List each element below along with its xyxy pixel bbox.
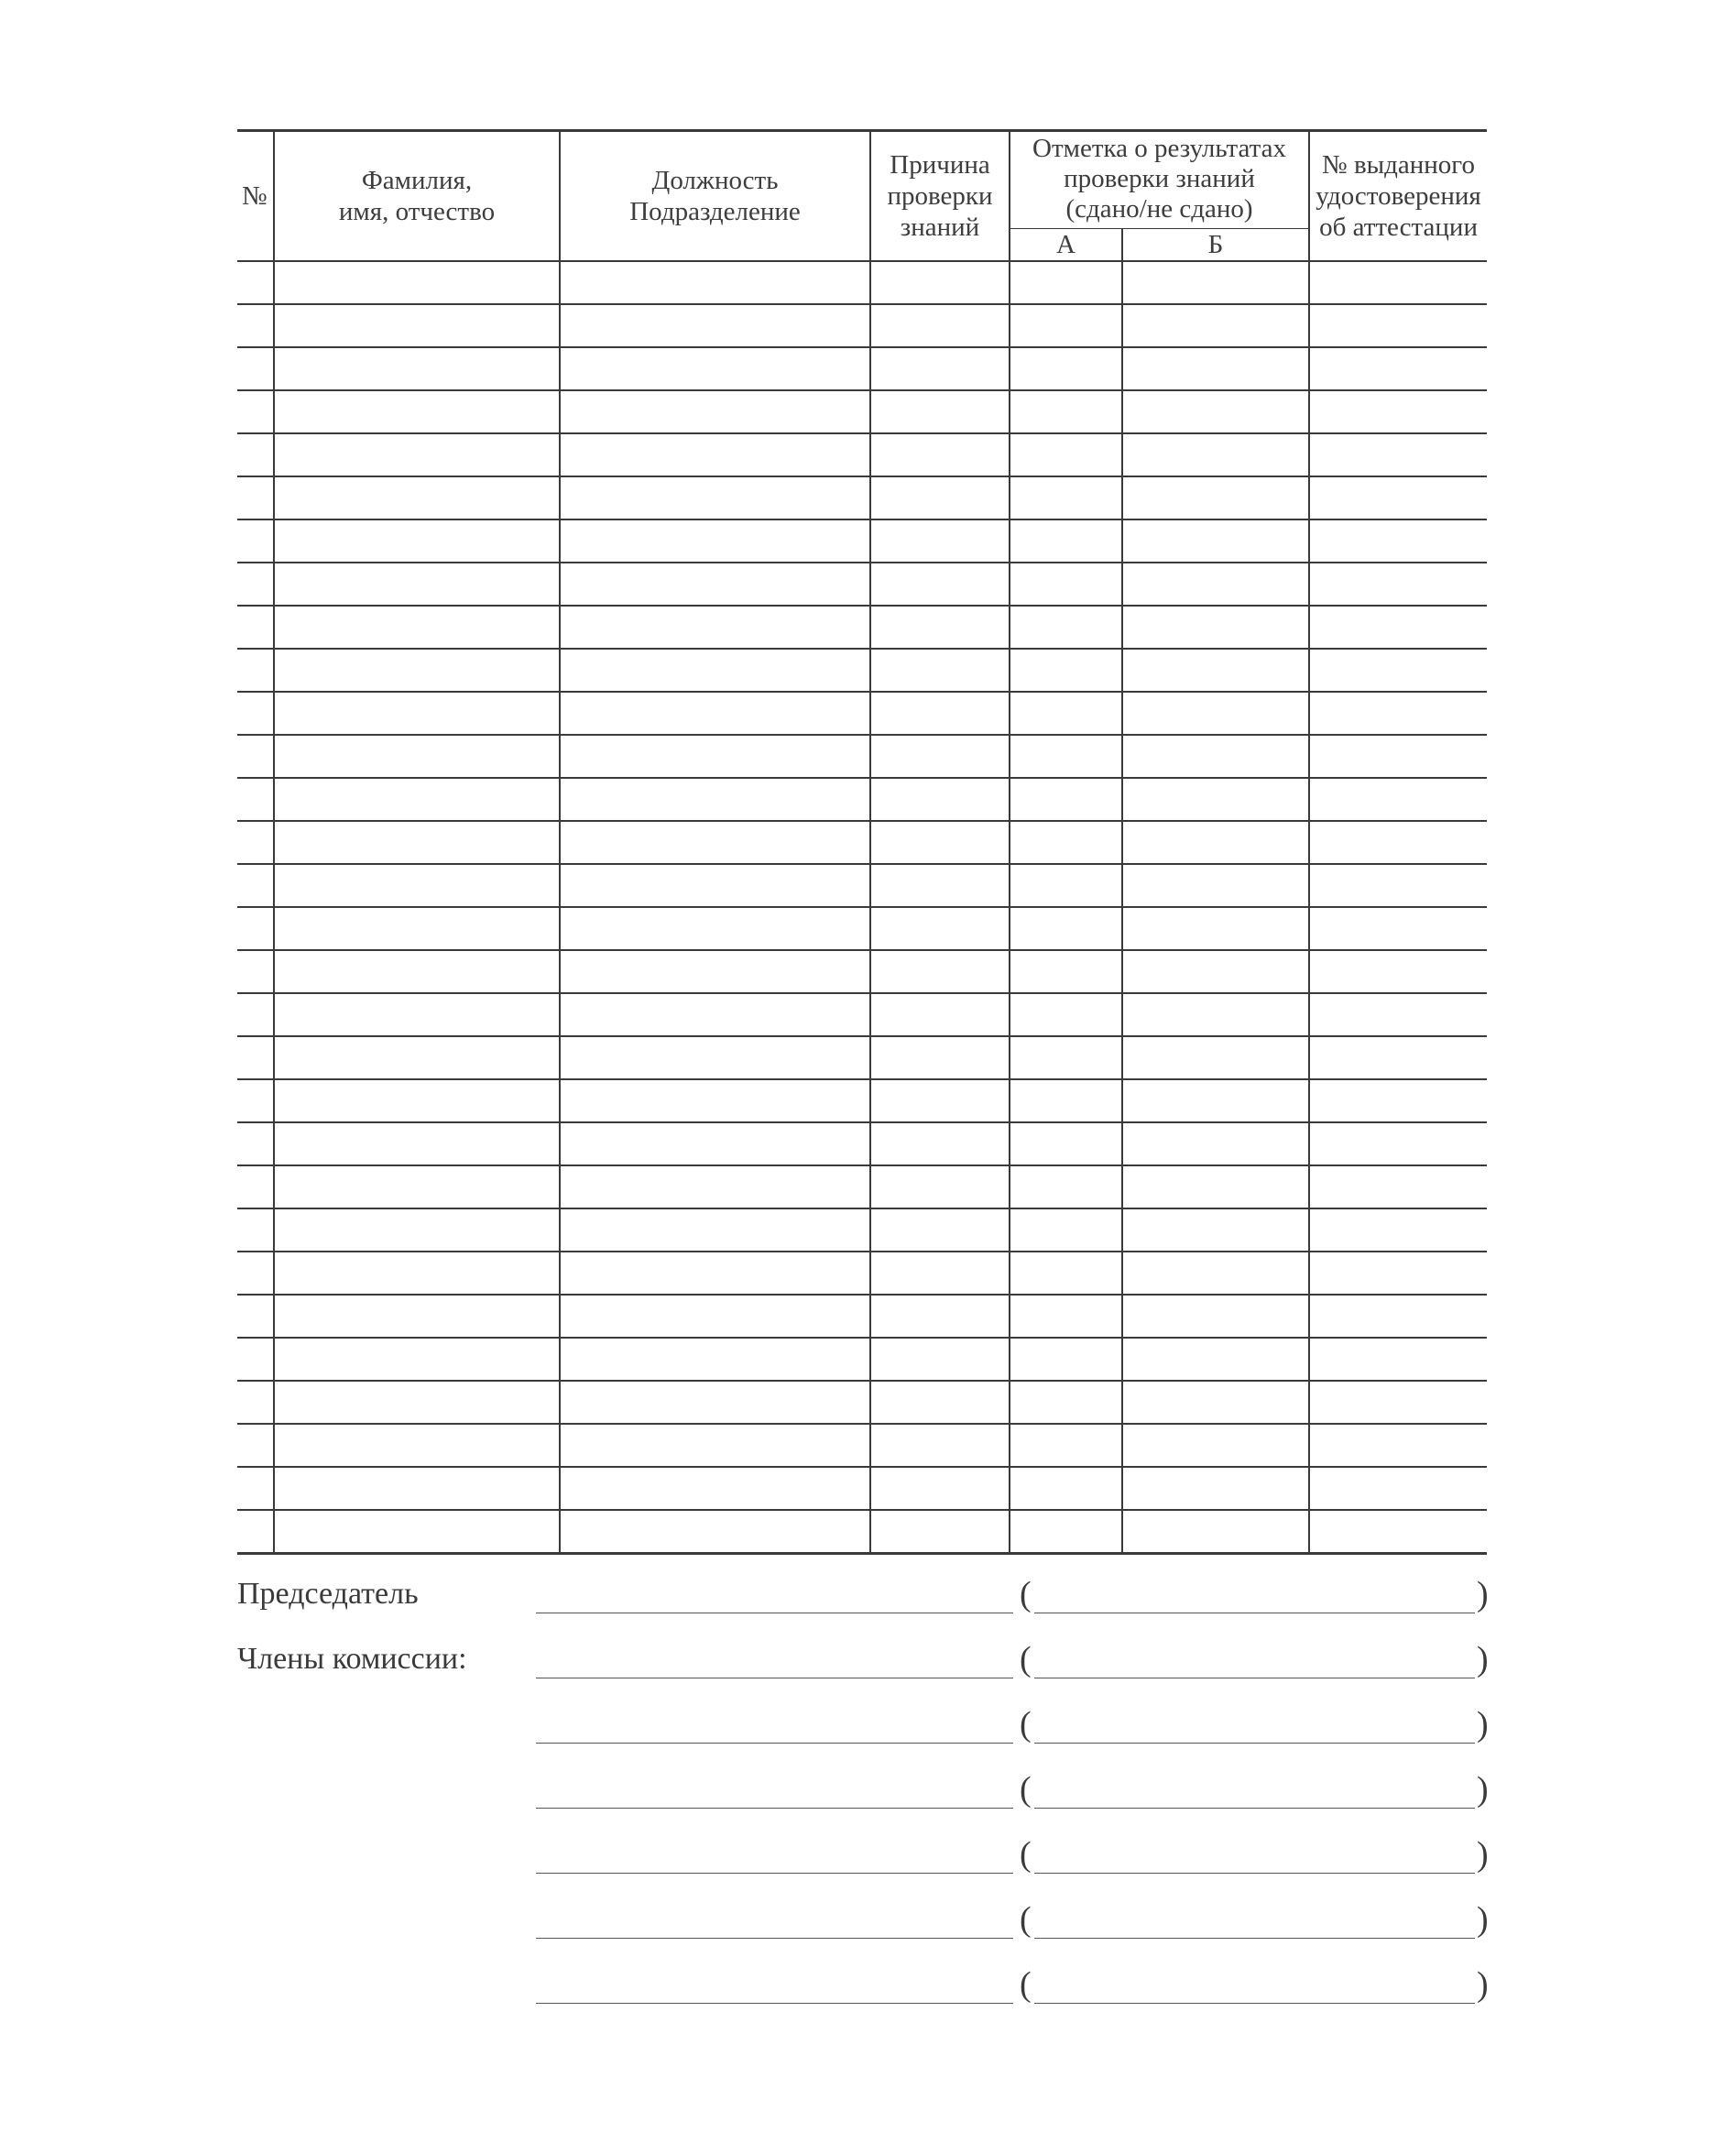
cell-result-a[interactable] <box>1010 1036 1122 1079</box>
name-line[interactable] <box>1034 1743 1475 1744</box>
cell-position[interactable] <box>560 1208 870 1252</box>
cell-reason[interactable] <box>870 1295 1010 1338</box>
table-row <box>237 821 1487 864</box>
cell-full-name[interactable] <box>274 1295 560 1338</box>
cell-result-a[interactable] <box>1010 1381 1122 1424</box>
cell-result-a[interactable] <box>1010 993 1122 1036</box>
table-row <box>237 735 1487 778</box>
cell-certificate[interactable] <box>1309 1467 1487 1510</box>
cell-position[interactable] <box>560 1381 870 1424</box>
table-row <box>237 649 1487 692</box>
table-row <box>237 1381 1487 1424</box>
cell-number[interactable] <box>237 390 274 433</box>
cell-number[interactable] <box>237 1424 274 1467</box>
table-row <box>237 1079 1487 1122</box>
cell-result-a[interactable] <box>1010 1424 1122 1467</box>
cell-result-a[interactable] <box>1010 649 1122 692</box>
cell-reason[interactable] <box>870 692 1010 735</box>
cell-result-a[interactable] <box>1010 821 1122 864</box>
cell-result-b[interactable] <box>1122 1424 1309 1467</box>
header-certificate-number: № выданного удостоверения об аттестации <box>1309 131 1487 262</box>
cell-position[interactable] <box>560 563 870 606</box>
table-row <box>237 1510 1487 1554</box>
cell-certificate[interactable] <box>1309 864 1487 907</box>
cell-position[interactable] <box>560 692 870 735</box>
cell-number[interactable] <box>237 304 274 347</box>
signature-line[interactable] <box>536 2003 1013 2004</box>
table-row <box>237 1252 1487 1295</box>
table-header <box>237 131 1487 262</box>
table-row <box>237 993 1487 1036</box>
signature-line[interactable] <box>536 1808 1013 1809</box>
table-row <box>237 1424 1487 1467</box>
cell-certificate[interactable] <box>1309 907 1487 950</box>
cell-certificate[interactable] <box>1309 1338 1487 1381</box>
cell-full-name[interactable] <box>274 476 560 519</box>
cell-reason[interactable] <box>870 606 1010 649</box>
cell-result-a[interactable] <box>1010 1467 1122 1510</box>
cell-result-a[interactable] <box>1010 1079 1122 1122</box>
cell-position[interactable] <box>560 821 870 864</box>
cell-number[interactable] <box>237 476 274 519</box>
cell-result-b[interactable] <box>1122 1467 1309 1510</box>
header-check-reason: Причина проверки знаний <box>870 131 1010 262</box>
cell-result-b[interactable] <box>1122 1122 1309 1165</box>
members-label: Члены комиссии: <box>237 1642 467 1676</box>
cell-position[interactable] <box>560 1295 870 1338</box>
cell-position[interactable] <box>560 1165 870 1208</box>
cell-result-b[interactable] <box>1122 606 1309 649</box>
table-row <box>237 778 1487 821</box>
cell-full-name[interactable] <box>274 1079 560 1122</box>
cell-number[interactable] <box>237 519 274 563</box>
attestation-table <box>237 129 1487 1555</box>
cell-position[interactable] <box>560 907 870 950</box>
header-sub-a: А <box>1010 229 1122 262</box>
cell-position[interactable] <box>560 1079 870 1122</box>
cell-result-b[interactable] <box>1122 1510 1309 1554</box>
name-line[interactable] <box>1034 1938 1475 1939</box>
cell-reason[interactable] <box>870 1165 1010 1208</box>
cell-position[interactable] <box>560 1252 870 1295</box>
cell-certificate[interactable] <box>1309 304 1487 347</box>
cell-full-name[interactable] <box>274 261 560 304</box>
cell-certificate[interactable] <box>1309 563 1487 606</box>
cell-result-b[interactable] <box>1122 390 1309 433</box>
cell-position[interactable] <box>560 950 870 993</box>
cell-number[interactable] <box>237 1208 274 1252</box>
cell-number[interactable] <box>237 821 274 864</box>
cell-result-a[interactable] <box>1010 606 1122 649</box>
cell-certificate[interactable] <box>1309 476 1487 519</box>
open-paren: ( <box>1020 1705 1032 1744</box>
cell-result-b[interactable] <box>1122 304 1309 347</box>
cell-result-a[interactable] <box>1010 347 1122 390</box>
table-row <box>237 1295 1487 1338</box>
cell-number[interactable] <box>237 692 274 735</box>
table-row <box>237 476 1487 519</box>
cell-certificate[interactable] <box>1309 692 1487 735</box>
cell-number[interactable] <box>237 347 274 390</box>
cell-result-b[interactable] <box>1122 261 1309 304</box>
cell-position[interactable] <box>560 390 870 433</box>
cell-result-a[interactable] <box>1010 304 1122 347</box>
cell-position[interactable] <box>560 778 870 821</box>
cell-number[interactable] <box>237 735 274 778</box>
cell-full-name[interactable] <box>274 519 560 563</box>
cell-reason[interactable] <box>870 1381 1010 1424</box>
cell-number[interactable] <box>237 1079 274 1122</box>
cell-result-a[interactable] <box>1010 563 1122 606</box>
cell-full-name[interactable] <box>274 1467 560 1510</box>
cell-full-name[interactable] <box>274 692 560 735</box>
cell-result-b[interactable] <box>1122 519 1309 563</box>
cell-certificate[interactable] <box>1309 1510 1487 1554</box>
cell-position[interactable] <box>560 864 870 907</box>
table-row <box>237 692 1487 735</box>
cell-result-a[interactable] <box>1010 1165 1122 1208</box>
signature-line[interactable] <box>536 1938 1013 1939</box>
cell-certificate[interactable] <box>1309 1208 1487 1252</box>
cell-reason[interactable] <box>870 1467 1010 1510</box>
cell-certificate[interactable] <box>1309 1252 1487 1295</box>
cell-full-name[interactable] <box>274 1036 560 1079</box>
cell-reason[interactable] <box>870 778 1010 821</box>
table-row <box>237 519 1487 563</box>
open-paren: ( <box>1020 1965 1032 2004</box>
cell-result-b[interactable] <box>1122 1381 1309 1424</box>
cell-number[interactable] <box>237 1338 274 1381</box>
close-paren: ) <box>1477 1965 1489 2004</box>
members-signature-row <box>237 1639 1492 1694</box>
cell-reason[interactable] <box>870 907 1010 950</box>
table-row <box>237 950 1487 993</box>
cell-full-name[interactable] <box>274 1122 560 1165</box>
cell-number[interactable] <box>237 864 274 907</box>
cell-position[interactable] <box>560 1424 870 1467</box>
table-row <box>237 304 1487 347</box>
signature-line[interactable] <box>536 1873 1013 1874</box>
cell-number[interactable] <box>237 1036 274 1079</box>
cell-position[interactable] <box>560 993 870 1036</box>
cell-certificate[interactable] <box>1309 606 1487 649</box>
table-body <box>237 261 1487 1554</box>
table-row <box>237 1122 1487 1165</box>
cell-result-b[interactable] <box>1122 692 1309 735</box>
cell-full-name[interactable] <box>274 1381 560 1424</box>
cell-position[interactable] <box>560 1338 870 1381</box>
cell-full-name[interactable] <box>274 304 560 347</box>
cell-result-a[interactable] <box>1010 519 1122 563</box>
cell-result-a[interactable] <box>1010 261 1122 304</box>
table-row <box>237 563 1487 606</box>
cell-result-b[interactable] <box>1122 735 1309 778</box>
cell-result-a[interactable] <box>1010 864 1122 907</box>
cell-result-b[interactable] <box>1122 950 1309 993</box>
cell-certificate[interactable] <box>1309 433 1487 476</box>
cell-number[interactable] <box>237 907 274 950</box>
member-signature-row <box>237 1769 1492 1824</box>
table-row <box>237 606 1487 649</box>
cell-result-a[interactable] <box>1010 476 1122 519</box>
cell-reason[interactable] <box>870 1252 1010 1295</box>
cell-certificate[interactable] <box>1309 735 1487 778</box>
cell-result-a[interactable] <box>1010 390 1122 433</box>
table-row <box>237 907 1487 950</box>
cell-reason[interactable] <box>870 864 1010 907</box>
cell-position[interactable] <box>560 735 870 778</box>
cell-full-name[interactable] <box>274 1252 560 1295</box>
cell-result-b[interactable] <box>1122 1295 1309 1338</box>
cell-result-b[interactable] <box>1122 347 1309 390</box>
cell-reason[interactable] <box>870 821 1010 864</box>
cell-full-name[interactable] <box>274 606 560 649</box>
chairman-signature-row <box>237 1574 1492 1629</box>
table-row <box>237 1165 1487 1208</box>
cell-position[interactable] <box>560 519 870 563</box>
cell-certificate[interactable] <box>1309 1381 1487 1424</box>
cell-reason[interactable] <box>870 347 1010 390</box>
cell-reason[interactable] <box>870 563 1010 606</box>
cell-reason[interactable] <box>870 993 1010 1036</box>
cell-result-b[interactable] <box>1122 1036 1309 1079</box>
close-paren: ) <box>1477 1770 1489 1809</box>
member-signature-row <box>237 1964 1492 2019</box>
cell-result-b[interactable] <box>1122 433 1309 476</box>
attestation-table-wrapper <box>237 129 1487 1555</box>
cell-position[interactable] <box>560 1122 870 1165</box>
name-line[interactable] <box>1034 1873 1475 1874</box>
cell-certificate[interactable] <box>1309 519 1487 563</box>
close-paren: ) <box>1477 1835 1489 1874</box>
cell-certificate[interactable] <box>1309 993 1487 1036</box>
open-paren: ( <box>1020 1835 1032 1874</box>
cell-result-a[interactable] <box>1010 1510 1122 1554</box>
cell-full-name[interactable] <box>274 649 560 692</box>
cell-full-name[interactable] <box>274 1338 560 1381</box>
table-row <box>237 390 1487 433</box>
member-signature-row <box>237 1899 1492 1954</box>
header-check-results: Отметка о результатах проверки знаний (сдано/не сдано) <box>1010 131 1309 229</box>
table-row <box>237 261 1487 304</box>
header-number: № <box>237 131 274 262</box>
open-paren: ( <box>1020 1640 1032 1678</box>
table-row <box>237 347 1487 390</box>
header-full-name: Фамилия, имя, отчество <box>274 131 560 262</box>
cell-reason[interactable] <box>870 1338 1010 1381</box>
cell-certificate[interactable] <box>1309 390 1487 433</box>
open-paren: ( <box>1020 1900 1032 1939</box>
cell-full-name[interactable] <box>274 864 560 907</box>
close-paren: ) <box>1477 1575 1489 1613</box>
cell-reason[interactable] <box>870 649 1010 692</box>
cell-result-b[interactable] <box>1122 1208 1309 1252</box>
name-line[interactable] <box>1034 1808 1475 1809</box>
cell-result-b[interactable] <box>1122 1338 1309 1381</box>
cell-reason[interactable] <box>870 1036 1010 1079</box>
cell-full-name[interactable] <box>274 1165 560 1208</box>
cell-result-a[interactable] <box>1010 692 1122 735</box>
cell-reason[interactable] <box>870 390 1010 433</box>
cell-position[interactable] <box>560 1467 870 1510</box>
cell-certificate[interactable] <box>1309 1295 1487 1338</box>
cell-full-name[interactable] <box>274 950 560 993</box>
header-sub-b: Б <box>1122 229 1309 262</box>
cell-number[interactable] <box>237 778 274 821</box>
cell-result-a[interactable] <box>1010 735 1122 778</box>
cell-position[interactable] <box>560 476 870 519</box>
table-row <box>237 1338 1487 1381</box>
cell-position[interactable] <box>560 1036 870 1079</box>
cell-result-b[interactable] <box>1122 476 1309 519</box>
cell-full-name[interactable] <box>274 993 560 1036</box>
cell-certificate[interactable] <box>1309 1165 1487 1208</box>
cell-result-a[interactable] <box>1010 778 1122 821</box>
cell-full-name[interactable] <box>274 1424 560 1467</box>
table-row <box>237 1036 1487 1079</box>
table-row <box>237 433 1487 476</box>
table-row <box>237 1467 1487 1510</box>
cell-result-b[interactable] <box>1122 1252 1309 1295</box>
close-paren: ) <box>1477 1640 1489 1678</box>
chairman-label: Председатель <box>237 1577 419 1611</box>
cell-certificate[interactable] <box>1309 821 1487 864</box>
cell-certificate[interactable] <box>1309 347 1487 390</box>
name-line[interactable] <box>1034 2003 1475 2004</box>
member-signature-row <box>237 1704 1492 1759</box>
cell-full-name[interactable] <box>274 390 560 433</box>
cell-position[interactable] <box>560 304 870 347</box>
cell-position[interactable] <box>560 433 870 476</box>
table-row <box>237 864 1487 907</box>
cell-number[interactable] <box>237 261 274 304</box>
cell-reason[interactable] <box>870 261 1010 304</box>
cell-result-a[interactable] <box>1010 433 1122 476</box>
header-position-department: Должность Подразделение <box>560 131 870 262</box>
cell-reason[interactable] <box>870 1122 1010 1165</box>
cell-certificate[interactable] <box>1309 1424 1487 1467</box>
cell-number[interactable] <box>237 1122 274 1165</box>
cell-reason[interactable] <box>870 1079 1010 1122</box>
cell-reason[interactable] <box>870 304 1010 347</box>
cell-number[interactable] <box>237 1165 274 1208</box>
cell-number[interactable] <box>237 433 274 476</box>
cell-full-name[interactable] <box>274 563 560 606</box>
cell-reason[interactable] <box>870 950 1010 993</box>
cell-full-name[interactable] <box>274 821 560 864</box>
cell-number[interactable] <box>237 950 274 993</box>
cell-number[interactable] <box>237 1295 274 1338</box>
cell-number[interactable] <box>237 1381 274 1424</box>
cell-certificate[interactable] <box>1309 1036 1487 1079</box>
close-paren: ) <box>1477 1705 1489 1744</box>
cell-result-b[interactable] <box>1122 1079 1309 1122</box>
cell-full-name[interactable] <box>274 1208 560 1252</box>
cell-full-name[interactable] <box>274 347 560 390</box>
cell-certificate[interactable] <box>1309 1122 1487 1165</box>
cell-full-name[interactable] <box>274 433 560 476</box>
cell-certificate[interactable] <box>1309 649 1487 692</box>
cell-reason[interactable] <box>870 1424 1010 1467</box>
open-paren: ( <box>1020 1575 1032 1613</box>
cell-result-b[interactable] <box>1122 563 1309 606</box>
open-paren: ( <box>1020 1770 1032 1809</box>
cell-result-a[interactable] <box>1010 1208 1122 1252</box>
cell-result-b[interactable] <box>1122 907 1309 950</box>
cell-certificate[interactable] <box>1309 778 1487 821</box>
table-row <box>237 1208 1487 1252</box>
cell-certificate[interactable] <box>1309 261 1487 304</box>
cell-reason[interactable] <box>870 476 1010 519</box>
cell-result-b[interactable] <box>1122 649 1309 692</box>
cell-number[interactable] <box>237 1252 274 1295</box>
cell-reason[interactable] <box>870 1510 1010 1554</box>
cell-position[interactable] <box>560 606 870 649</box>
cell-number[interactable] <box>237 1510 274 1554</box>
cell-full-name[interactable] <box>274 735 560 778</box>
cell-result-a[interactable] <box>1010 1122 1122 1165</box>
cell-result-b[interactable] <box>1122 864 1309 907</box>
cell-reason[interactable] <box>870 433 1010 476</box>
cell-reason[interactable] <box>870 1208 1010 1252</box>
signature-line[interactable] <box>536 1743 1013 1744</box>
cell-position[interactable] <box>560 347 870 390</box>
cell-number[interactable] <box>237 563 274 606</box>
cell-position[interactable] <box>560 649 870 692</box>
cell-full-name[interactable] <box>274 1510 560 1554</box>
cell-number[interactable] <box>237 993 274 1036</box>
cell-reason[interactable] <box>870 519 1010 563</box>
cell-full-name[interactable] <box>274 907 560 950</box>
cell-position[interactable] <box>560 261 870 304</box>
cell-full-name[interactable] <box>274 778 560 821</box>
cell-certificate[interactable] <box>1309 950 1487 993</box>
cell-result-b[interactable] <box>1122 821 1309 864</box>
cell-result-b[interactable] <box>1122 778 1309 821</box>
cell-number[interactable] <box>237 649 274 692</box>
cell-result-a[interactable] <box>1010 907 1122 950</box>
close-paren: ) <box>1477 1900 1489 1939</box>
cell-result-b[interactable] <box>1122 993 1309 1036</box>
cell-result-a[interactable] <box>1010 1338 1122 1381</box>
cell-certificate[interactable] <box>1309 1079 1487 1122</box>
member-signature-row <box>237 1834 1492 1889</box>
cell-result-a[interactable] <box>1010 1295 1122 1338</box>
cell-number[interactable] <box>237 606 274 649</box>
cell-reason[interactable] <box>870 735 1010 778</box>
cell-result-b[interactable] <box>1122 1165 1309 1208</box>
cell-position[interactable] <box>560 1510 870 1554</box>
cell-result-a[interactable] <box>1010 950 1122 993</box>
cell-result-a[interactable] <box>1010 1252 1122 1295</box>
cell-number[interactable] <box>237 1467 274 1510</box>
